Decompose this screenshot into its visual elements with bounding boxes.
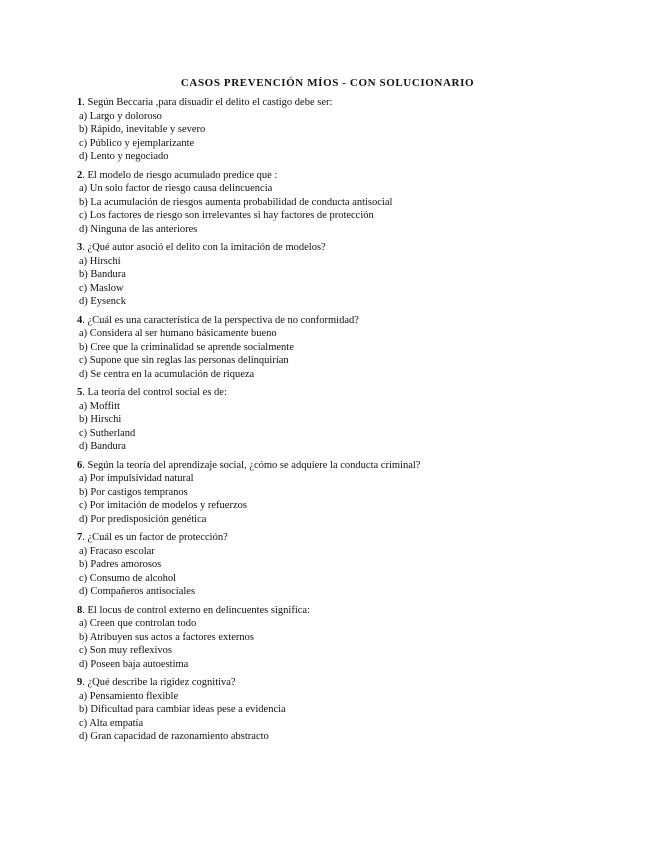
option-a: a) Moffitt bbox=[79, 400, 120, 412]
option-b: b) Hirschi bbox=[79, 414, 122, 425]
question-prompt: . ¿Qué describe la rigidez cognitiva? bbox=[82, 677, 236, 688]
option-b: b) Por castigos tempranos bbox=[79, 486, 188, 498]
option-b: b) Rápido, inevitable y severo bbox=[79, 124, 206, 135]
option-list bbox=[77, 255, 637, 309]
question-number: 2 bbox=[77, 169, 83, 181]
option-a: a) Creen que controlan todo bbox=[79, 618, 197, 629]
option-c: c) Alta empatía bbox=[79, 717, 144, 729]
option-c: c) Consumo de alcohol bbox=[79, 572, 177, 584]
question-text bbox=[77, 459, 637, 473]
option-d: d) Por predisposición genética bbox=[79, 513, 207, 525]
question-number: 9 bbox=[77, 677, 83, 688]
question-text bbox=[77, 676, 637, 690]
question-item bbox=[77, 314, 637, 382]
document-title: CASOS PREVENCIÓN MÍOS - CON SOLUCIONARIO bbox=[180, 77, 475, 89]
option-a: a) Por impulsividad natural bbox=[79, 473, 194, 484]
question-number: 7 bbox=[77, 532, 83, 543]
question-text bbox=[77, 314, 637, 328]
option-list bbox=[77, 110, 637, 164]
question-text bbox=[77, 241, 637, 255]
question-text bbox=[77, 531, 637, 545]
option-d: d) Lento y negociado bbox=[79, 151, 169, 162]
question-prompt: . La teoría del control social es de: bbox=[82, 387, 227, 398]
option-a: a) Largo y doloroso bbox=[79, 110, 162, 122]
option-list bbox=[77, 472, 637, 526]
question-text bbox=[77, 96, 637, 110]
option-b: b) Atribuyen sus actos a factores externos bbox=[79, 631, 254, 643]
option-d: d) Eysenck bbox=[79, 296, 126, 307]
option-c: c) Los factores de riesgo son irrelevantes si hay factores de protección bbox=[79, 210, 374, 221]
question-prompt: . Según Beccaria ,para disuadir el delito el castigo debe ser: bbox=[82, 97, 333, 108]
question-prompt: . El locus de control externo en delincuentes significa: bbox=[82, 604, 310, 616]
question-item bbox=[77, 96, 637, 164]
question-prompt: . ¿Cuál es una característica de la perspectiva de no conformidad? bbox=[82, 314, 359, 326]
option-d: d) Gran capacidad de razonamiento abstracto bbox=[79, 731, 269, 742]
option-d: d) Se centra en la acumulación de riqueza bbox=[79, 368, 255, 380]
question-number: 8 bbox=[77, 604, 83, 616]
option-d: d) Compañeros antisociales bbox=[79, 586, 196, 597]
option-d: d) Poseen baja autoestima bbox=[79, 658, 189, 670]
option-a: a) Un solo factor de riesgo causa delincuencia bbox=[79, 183, 273, 194]
question-prompt: . ¿Qué autor asoció el delito con la imitación de modelos? bbox=[82, 242, 326, 253]
option-c: c) Público y ejemplarizante bbox=[79, 137, 195, 149]
option-list bbox=[77, 690, 637, 744]
option-list bbox=[77, 327, 637, 381]
option-list bbox=[77, 400, 637, 454]
option-b: b) La acumulación de riesgos aumenta probabilidad de conducta antisocial bbox=[79, 196, 393, 208]
option-d: d) Bandura bbox=[79, 441, 126, 452]
question-text bbox=[77, 386, 637, 400]
question-number: 6 bbox=[77, 459, 83, 471]
question-prompt: . ¿Cuál es un factor de protección? bbox=[82, 532, 228, 543]
question-item bbox=[77, 169, 637, 237]
option-a: a) Fracaso escolar bbox=[79, 545, 155, 557]
question-text bbox=[77, 604, 637, 618]
question-prompt: . Según la teoría del aprendizaje social, ¿cómo se adquiere la conducta criminal? bbox=[82, 459, 421, 471]
option-list bbox=[77, 545, 637, 599]
question-prompt: . El modelo de riesgo acumulado predice que : bbox=[82, 169, 278, 181]
question-item bbox=[77, 604, 637, 672]
question-item bbox=[77, 459, 637, 527]
question-number: 1 bbox=[77, 97, 83, 108]
option-c: c) Supone que sin reglas las personas delinquirían bbox=[79, 355, 289, 366]
question-list bbox=[77, 96, 637, 749]
question-item bbox=[77, 676, 637, 744]
question-number: 4 bbox=[77, 314, 83, 326]
question-item bbox=[77, 241, 637, 309]
question-number: 3 bbox=[77, 242, 83, 253]
option-a: a) Considera al ser humano básicamente bueno bbox=[79, 328, 277, 339]
option-a: a) Pensamiento flexible bbox=[79, 690, 179, 702]
option-b: b) Dificultad para cambiar ideas pese a evidencia bbox=[79, 704, 286, 715]
question-number: 5 bbox=[77, 387, 83, 398]
option-b: b) Padres amorosos bbox=[79, 559, 162, 570]
option-list bbox=[77, 182, 637, 236]
option-c: c) Por imitación de modelos y refuerzos bbox=[79, 500, 247, 511]
question-item bbox=[77, 531, 637, 599]
option-c: c) Maslow bbox=[79, 282, 124, 294]
question-text bbox=[77, 169, 637, 183]
question-item bbox=[77, 386, 637, 454]
option-b: b) Cree que la criminalidad se aprende socialmente bbox=[79, 341, 294, 353]
option-list bbox=[77, 617, 637, 671]
option-b: b) Bandura bbox=[79, 269, 126, 280]
option-d: d) Ninguna de las anteriores bbox=[79, 223, 198, 235]
option-c: c) Son muy reflexivos bbox=[79, 645, 173, 656]
option-a: a) Hirschi bbox=[79, 255, 121, 267]
option-c: c) Sutherland bbox=[79, 427, 136, 439]
